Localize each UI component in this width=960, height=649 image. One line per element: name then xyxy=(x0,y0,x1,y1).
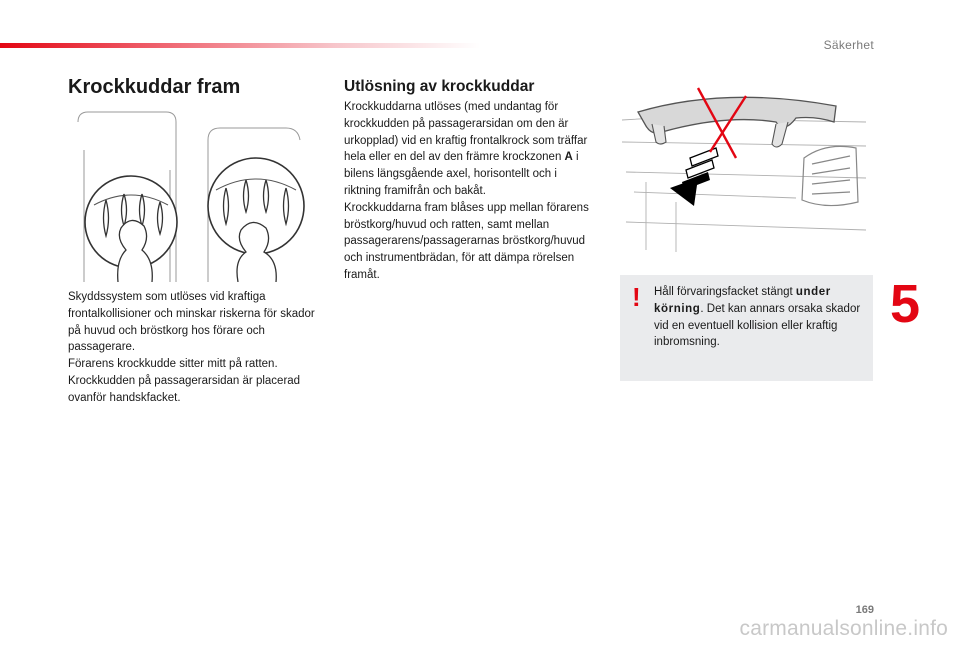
warning-box xyxy=(620,275,873,381)
passenger-airbag-figure xyxy=(208,158,304,282)
chapter-title: Säkerhet xyxy=(823,38,874,52)
paragraph: Förarens krockkudde sitter mitt på ratten. xyxy=(68,358,278,371)
paragraph: Krockkudden på passagerarsidan är placerad ovanför handskfacket. xyxy=(68,374,301,404)
paragraph: Krockkuddarna utlöses (med undantag för krockkudden på passagerarsidan om den är urkopplad) vid en kraftig frontalkrock som träffar hela eller en del av den främre krockzonen A i bilens längsgående axel, horisontellt och i riktning framifrån och bakåt. xyxy=(344,101,588,197)
paragraph: Krockkuddarna fram blåses upp mellan förarens bröstkorg/huvud och ratten, samt mellan passagerarens/passagerarnas bröstkorg/huvud och instrumentbrädan, för att dämpa rörelsen framåt. xyxy=(344,201,589,281)
section-title-deployment: Utlösning av krockkuddar xyxy=(344,78,535,95)
exclamation-icon: ! xyxy=(632,282,641,312)
paragraph: Skyddssystem som utlöses vid kraftiga frontalkollisioner och minskar riskerna för skador på huvud och bröstkorg hos förare och passagerare. xyxy=(68,291,315,354)
glovebox-lid xyxy=(638,97,836,147)
section-title-front-airbags: Krockkuddar fram xyxy=(68,76,241,98)
front-airbags-description xyxy=(68,289,324,407)
header-accent-bar xyxy=(0,43,480,48)
page-number: 169 xyxy=(855,604,874,616)
glovebox-illustration xyxy=(616,82,874,254)
warning-text: Håll förvaringsfacket stängt under körning. Det kan annars orsaka skador vid en eventuell kollision eller kraftig inbromsning. xyxy=(654,286,861,349)
zone-letter: A xyxy=(564,151,573,164)
airbag-illustration xyxy=(76,110,326,282)
chapter-number: 5 xyxy=(890,274,921,334)
watermark: carmanualsonline.info xyxy=(739,617,948,640)
arrow-down-icon xyxy=(670,148,718,206)
vent-icon xyxy=(802,146,858,205)
driver-airbag-figure xyxy=(85,176,177,282)
deployment-description xyxy=(344,99,594,284)
